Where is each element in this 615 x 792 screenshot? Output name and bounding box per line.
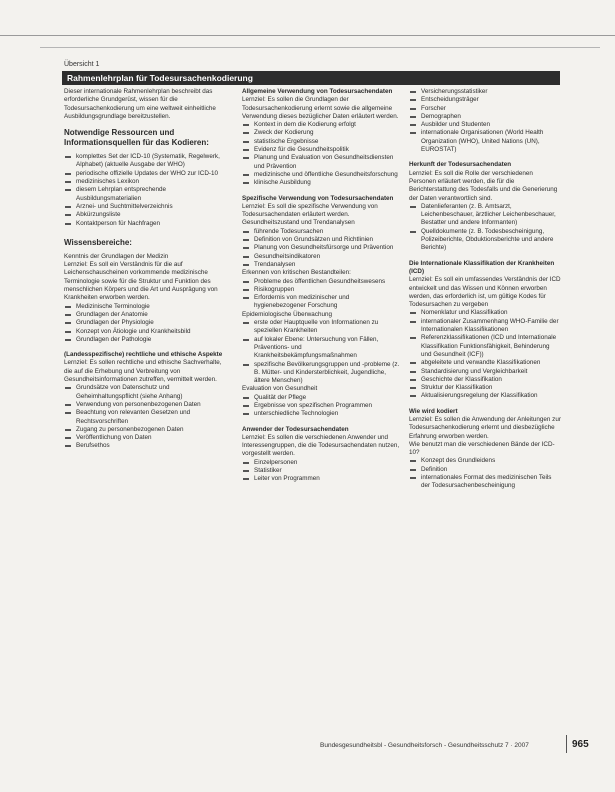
list-item: Struktur der Klassifikation	[409, 384, 561, 392]
list-item: periodische offizielle Updates der WHO zur ICD-10	[64, 170, 226, 178]
list-item: medizinisches Lexikon	[64, 178, 226, 186]
scan-line-mid	[40, 47, 600, 48]
list-item: diesem Lehrplan entsprechende Ausbildungsmaterialien	[64, 186, 226, 203]
specific-use-goal: Lernziel: Es soll die spezifische Verwendung von Todesursachendaten erläutert werden.	[242, 202, 378, 219]
list-item: Entscheidungsträger	[409, 96, 561, 104]
list-item: Erfordernis von medizinischer und hygienebezogener Forschung	[242, 294, 402, 311]
legal-heading: (Landesspezifische) rechtliche und ethische Aspekte	[64, 351, 223, 359]
list-item: internationaler Zusammenhang WHO-Familie der Internationalen Klassifikationen	[409, 318, 561, 335]
list-item: Abkürzungsliste	[64, 211, 226, 219]
list-item: medizinische und öffentliche Gesundheitsforschung	[242, 171, 402, 179]
users-continued-list	[409, 88, 561, 154]
critical-subheading: Erkennen von kritischen Bestandteilen:	[242, 269, 351, 277]
how-goal: Lernziel: Es sollen die Anwendung der Anleitungen zur Todesursachenkodierung erlernt und diesbezügliche Erfahrung erworben werden.	[409, 415, 561, 440]
list-item: Kontaktperson für Nachfragen	[64, 220, 226, 228]
evaluation-subheading: Evaluation von Gesundheit	[242, 385, 318, 393]
list-item: Einzelpersonen	[242, 459, 402, 467]
evaluation-list	[242, 394, 402, 419]
list-item: Leiter von Programmen	[242, 475, 402, 483]
icd-list	[409, 309, 561, 400]
list-item: Geschichte der Klassifikation	[409, 376, 561, 384]
specific-use-list	[242, 228, 402, 269]
list-item: komplettes Set der ICD-10 (Systematik, Regelwerk, Alphabet) (aktuelle Ausgabe der WHO)	[64, 153, 226, 170]
list-item: Quelldokumente (z. B. Todesbescheinigung, Polizeiberichte, Obduktionsberichte und andere Berichte)	[409, 228, 561, 253]
medicine-heading: Kenntnis der Grundlagen der Medizin	[64, 252, 169, 260]
list-item: Ausbilder und Studenten	[409, 121, 561, 129]
origin-heading: Herkunft der Todesursachendaten	[409, 161, 512, 169]
list-item: Forscher	[409, 105, 561, 113]
list-item: Zweck der Kodierung	[242, 129, 402, 137]
icd-goal: Lernziel: Es soll ein umfassendes Verständnis der ICD entwickelt und das Wissen und Können erworben werden, das erforderlich ist, um gültige Kodes für Todesursachen zu vergeben	[409, 276, 561, 309]
list-item: Berufsethos	[64, 442, 226, 450]
list-item: auf lokaler Ebene: Untersuchung von Fällen, Präventions- und Krankheitsbekämpfungsmaßnahmen	[242, 336, 402, 361]
trend-subheading: Gesundheitszustand und Trendanalysen	[242, 219, 355, 227]
epidemiology-subheading: Epidemiologische Überwachung	[242, 310, 332, 318]
medicine-list	[64, 303, 226, 344]
list-item: spezifische Bevölkerungsgruppen und -probleme (z. B. Mütter- und Kindersterblichkeit, Jugendliche, ältere Menschen)	[242, 361, 402, 386]
list-item: Probleme des öffentlichen Gesundheitswesens	[242, 278, 402, 286]
origin-list	[409, 203, 561, 253]
resources-list	[64, 153, 226, 228]
list-item: Planung und Evaluation von Gesundheitsdiensten und Prävention	[242, 154, 402, 171]
list-item: Zugang zu personenbezogenen Daten	[64, 426, 226, 434]
list-item: Ergebnisse von spezifischen Programmen	[242, 402, 402, 410]
list-item: Versicherungsstatistiker	[409, 88, 561, 96]
list-item: unterschiedliche Technologien	[242, 410, 402, 418]
list-item: Definition von Grundsätzen und Richtlinien	[242, 236, 402, 244]
list-item: Nomenklatur und Klassifikation	[409, 309, 561, 317]
how-list	[409, 457, 561, 490]
list-item: Arznei- und Suchtmittelverzeichnis	[64, 203, 226, 211]
legal-goal: Lernziel: Es sollen rechtliche und ethische Sachverhalte, die auf die Erhebung und Verbreitung von Gesundheitsinformationen zutreffen, vermittelt werden.	[64, 359, 222, 384]
list-item: Standardisierung und Vergleichbarkeit	[409, 368, 561, 376]
list-item: Planung von Gesundheitsfürsorge und Prävention	[242, 244, 402, 252]
general-use-list	[242, 121, 402, 187]
list-item: Konzept des Grundleidens	[409, 457, 561, 465]
list-item: Trendanalysen	[242, 261, 402, 269]
overview-label: Übersicht 1	[64, 61, 100, 68]
column-1	[64, 88, 226, 451]
legal-list	[64, 384, 226, 450]
areas-heading: Wissensbereiche:	[64, 237, 132, 247]
list-item: Grundlagen der Anatomie	[64, 311, 226, 319]
list-item: statistische Ergebnisse	[242, 138, 402, 146]
list-item: Definition	[409, 466, 561, 474]
icd-heading: Die Internationale Klassifikation der Krankheiten (ICD)	[409, 259, 555, 275]
list-item: Datenlieferanten (z. B. Amtsarzt, Leichenbeschauer, ärztlicher Leichenbeschauer, Bestatter und andere Informanten)	[409, 203, 561, 228]
list-item: Veröffentlichung von Daten	[64, 434, 226, 442]
list-item: führende Todesursachen	[242, 228, 402, 236]
general-use-heading: Allgemeine Verwendung von Todesursachendaten	[242, 88, 393, 95]
specific-use-heading: Spezifische Verwendung von Todesursachendaten	[242, 194, 394, 202]
list-item: Grundlagen der Physiologie	[64, 319, 226, 327]
list-item: Beachtung von relevanten Gesetzen und Rechtsvorschriften	[64, 409, 226, 426]
list-item: internationale Organisationen (World Health Organization (WHO), United Nations (UN), EUROSTAT)	[409, 129, 561, 154]
list-item: Gesundheitsindikatoren	[242, 253, 402, 261]
general-use-goal: Lernziel: Es sollen die Grundlagen der Todesursachenkodierung erlernt sowie die allgemeine Verwendung dieses bezüglicher Daten erläutert werden.	[242, 96, 399, 120]
page-title: Rahmenlehrplan für Todesursachenkodierung	[62, 71, 560, 85]
medicine-goal: Lernziel: Es soll ein Verständnis für die auf Leichenschauscheinen vorkommende medizinische Terminologie sowie für die Struktur und Funktion des menschlichen Körpers und die Art und Ausprägung von Krankheiten erworben werden.	[64, 261, 218, 302]
column-2	[242, 88, 402, 484]
list-item: Verwendung von personenbezogenen Daten	[64, 401, 226, 409]
users-heading: Anwender der Todesursachendaten	[242, 425, 349, 433]
list-item: Medizinische Terminologie	[64, 303, 226, 311]
list-item: erste oder Hauptquelle von Informationen zu speziellen Krankheiten	[242, 319, 402, 336]
list-item: Statistiker	[242, 467, 402, 475]
list-item: internationales Format des medizinischen Teils der Todesursachenbescheinigung	[409, 474, 561, 491]
list-item: Aktualisierungsregelung der Klassifikation	[409, 392, 561, 400]
how-heading: Wie wird kodiert	[409, 407, 458, 415]
list-item: klinische Ausbildung	[242, 179, 402, 187]
list-item: abgeleitete und verwandte Klassifikationen	[409, 359, 561, 367]
users-goal: Lernziel: Es sollen die verschiedenen Anwender und Interessengruppen, die die Todesursachendaten nutzen, vorgestellt werden.	[242, 433, 400, 458]
footer-divider	[566, 735, 567, 753]
list-item: Evidenz für die Gesundheitspolitik	[242, 146, 402, 154]
list-item: Grundsätze von Datenschutz und Geheimhaltungspflicht (siehe Anhang)	[64, 384, 226, 401]
list-item: Demographen	[409, 113, 561, 121]
list-item: Konzept von Ätiologie und Krankheitsbild	[64, 328, 226, 336]
critical-list	[242, 278, 402, 311]
page-number: 965	[572, 739, 589, 750]
intro-text: Dieser internationale Rahmenlehrplan beschreibt das erforderliche Grundgerüst, wissen für die Todesursachenkodierung um eine weltweit einheitliche Ausbildungsgrundlage bereitzustellen.	[64, 88, 216, 120]
epidemiology-list	[242, 319, 402, 385]
origin-goal: Lernziel: Es soll die Rolle der verschiedenen Personen erläutert werden, die für die Berichterstattung des Todesfalls und die Generierung der Daten verantwortlich sind.	[409, 169, 558, 202]
list-item: Risikogruppen	[242, 286, 402, 294]
list-item: Grundlagen der Pathologie	[64, 336, 226, 344]
column-3	[409, 88, 561, 491]
list-item: Qualität der Pflege	[242, 394, 402, 402]
list-item: Referenzklassifikationen (ICD und Internationale Klassifikation Funktionsfähigkeit, Behinderung und Gesundheit (ICF))	[409, 334, 561, 359]
journal-footer: Bundesgesundheitsbl - Gesundheitsforsch - Gesundheitsschutz 7 · 2007	[320, 742, 529, 749]
resources-heading: Notwendige Ressourcen und Informationsquellen für das Kodieren:	[64, 128, 209, 148]
scan-line-top	[0, 35, 615, 36]
how-subheading: Wie benutzt man die verschiedenen Bände der ICD-10?	[409, 440, 555, 457]
users-list	[242, 459, 402, 484]
list-item: Kontext in dem die Kodierung erfolgt	[242, 121, 402, 129]
